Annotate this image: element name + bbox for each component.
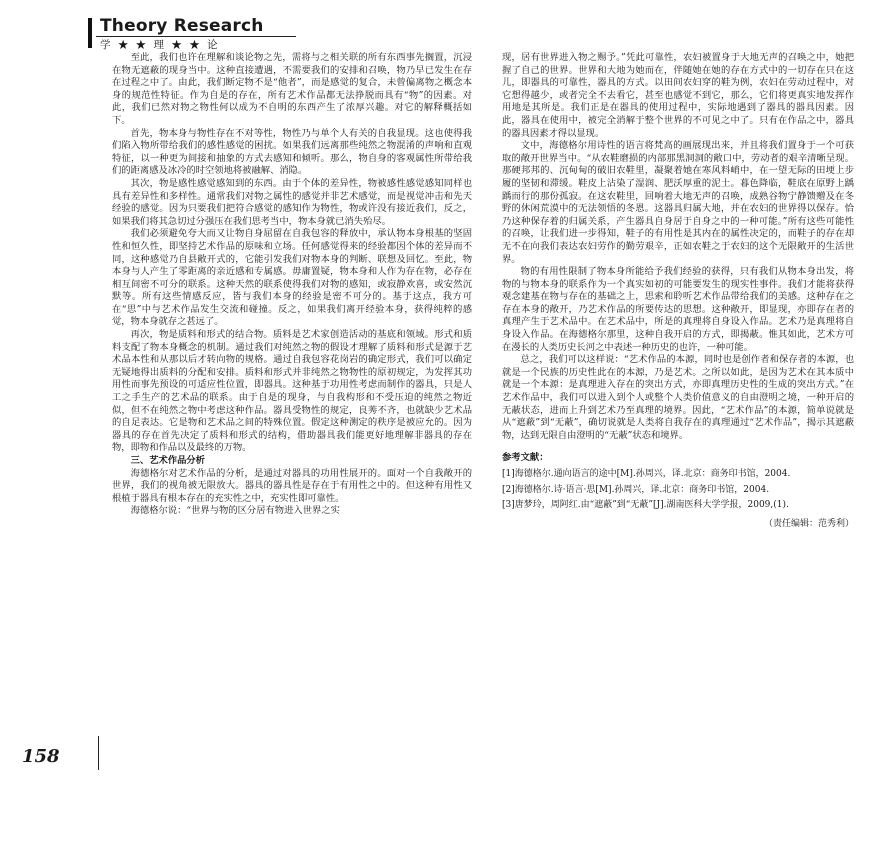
right-column [502, 52, 854, 530]
paragraph: 物的有用性限制了物本身所能给予我们经验的获得，只有我们从物本身出发，将物的与物本身的联系作为一个真实如初的可能要发生的现实性事件。我们才能将获得观念建基在物与存在的基础之上，思索和聆听艺术作品带给我们的美感。这种存在之存在本身的敞开，乃艺术作品的所要传达的思想。这种敞开，即显现，亦即存在者的真理产生于艺术品中。在艺术品中，所是的真理将自身设入作品。艺术乃是真理将自身设入作品。在海德格尔那里，这种自我开启的方式，即揭蔽。惟其如此，艺术方可在漫长的人类历史长河之中表述一种历史的也许，一种可能。 [502, 266, 854, 353]
section-heading: 三、艺术作品分析 [130, 455, 205, 466]
paragraph: 海德格尔对艺术作品的分析，是通过对器具的功用性展开的。面对一个自我敞开的世界，我们的视角被无限放大。器具的器具性是存在于有用性之中的。但这种有用性又根植于器具有根本存在的充实性之中，充实性即可靠性。 [112, 467, 472, 504]
paragraph: 至此，我们也许在理解和谈论物之先，需将与之相关联的所有东西事先搁置，沉浸在物无遮蔽的现身当中。这种直接遭遇，不需要我们的安排和召唤，物乃早已发生在存在过程之中了。由此，我们断定物不是“他者”，而是感觉的复合，未曾偏离物之概念本身的规范性特征。作为自是的存在，所有艺术作品都无法挣脱而具有“物”的因素。对此，我们已然对物之物性何以成为不自明的东西产生了浓厚兴趣。对它的解释概括如下。 [112, 52, 472, 126]
left-column [112, 52, 472, 518]
paragraph: 其次，物是感性感觉感知到的东西。由于个体的差异性，物被感性感觉感知同样也具有差异性和多样性。通常我们对物之属性的感觉并非艺术感觉，而是视觉冲击和先天经验的感觉。因为只要我们把符合感觉的感知作为物性，物或许没有接近我们，反之，如果我们将其急切过分强压在我们思考当中，物本身就已消失殆尽。 [112, 177, 472, 227]
header-bar [88, 18, 92, 48]
paragraph: 文中，海德格尔用诗性的语言将梵高的画展现出来，并且将我们置身于一个可获取的敞开世界当中。“从农鞋磨损的内部那黑洞洞的敞口中，劳动者的艰辛清晰呈现。那硬邦邦的、沉甸甸的破旧农鞋里，凝聚着她在寒风料峭中，在一望无际的田埂上步履的坚韧和滞缓。鞋皮上沾染了湿润、肥沃厚重的泥土。暮色降临，鞋底在原野上踽踽而行的那份孤寂。在这农鞋里，回响着大地无声的召唤，成熟谷物宁静馈赠及在冬野的休闲荒漠中的无法领悟的冬恩。这器具归属大地，并在农妇的世界得以保存。恰乃这种保存着的归属关系，产生器具自身居于自身之中的一种可能。”所有这些可能性的召唤，让我们进一步得知，鞋子的有用性是其内在的属性决定的，而鞋子的存在却无不在向我们表达农妇劳作的勤劳艰辛，正如农鞋之于农妇的这个无限敞开的生活世界。 [502, 140, 854, 265]
header-title: Theory Research [100, 16, 264, 36]
references-heading: 参考文献： [502, 452, 549, 464]
margin-divider [98, 736, 99, 770]
header-subtitle: 学 ★ ★ 理 ★ ★ 论 [100, 39, 220, 51]
reference-item: [3]唐梦玲，周阿红.由“遮蔽”到“无蔽”[J].湖南医科大学学报，2009,(1). [502, 500, 789, 511]
paragraph: 再次，物是质料和形式的结合物。质料是艺术家创造活动的基底和领域。形式和质料支配了物本身概念的机制。通过我们对纯然之物的假设才理解了质料和形式是源于艺术品本性和从那以后才转向物的规格。通过自我包容花岗岩的确定形式，我们可以确定无疑地得出质料的分配和安排。质料和形式并非纯然之物物性的原初规定，为发挥其功用性而事先预设的可适应性位置，即器具。这种基于功用性考虑而制作的器具，只是人工之手生产的艺术品的联系。由于自是的现身，与自我构形和不受压迫的纯然之物近似，但不在纯然之物中考虑这种作品。器具受物性的规定，良莠不齐，也就缺少艺术品的自足表达。它是物和艺术品之间的特殊位置。假定这种测定的秩序是被应允的。因为器具的存在首先决定了质料和形式的结构，借助器具我们能更好地理解非器具的存在物，即物和作品以及最终的万物。 [112, 329, 472, 454]
paragraph: 我们必须避免夸大而又让物自身屈留在自我包容的释放中，承认物本身根基的坚固性和恒久性，即坚持艺术作品的原味和立场。任何感觉得来的经验都因个体的差异而不同，这种感觉乃自县敞开式的，它能引发我们对物本身的判断、联想及回忆。至此，物本身与人产生了零距离的亲近感和专属感。毋庸置疑，物本身和人作为存在物，必存在相互间密不可分的联系。这种天然的联系使得我们对物的感知，或寂静欢喜，或安然沉默等。所有这些情感反应，皆与我们本身的经验是密不可分的。基于这点，我方可在“思”中与艺术作品发生交流和碰撞。反之，如果我们离开经验本身，获得纯粹的感觉，物本身就存之甚远了。 [112, 228, 472, 328]
paragraph: 总之，我们可以这样说：“艺术作品的本源，同时也是创作者和保存者的本源，也就是一个民族的历史性此在的本源，乃是艺术。之所以如此，是因为艺术在其本质中就是一个本源：是真理进入存在的突出方式，亦即真理历史性的生成的突出方式。”在艺术作品中，我们可以进入到个人或整个人类价值意义的自由澄明之境，一种开启的无蔽状态，进而上升到艺术乃至真理的境界。因此，“艺术作品”的本源，简单说就是从“遮蔽”到“无蔽”，确切说就是人类将自我存在的真理通过“艺术作品”，揭示其遮蔽物，达到无限自由澄明的“无蔽”状态和境界。 [502, 354, 854, 441]
reference-item: [1]海德格尔.通向语言的途中[M].孙周兴，译.北京：商务印书馆，2004. [502, 469, 791, 479]
paragraph: 海德格尔说：“世界与物的区分居有物进入世界之实 [130, 505, 340, 517]
reference-item: [2]海德格尔.诗·语言·思[M].孙周兴，译.北京：商务印书馆，2004. [502, 484, 770, 495]
paragraph: 现，居有世界进入物之赐予。”凭此可靠性，农妇被置身于大地无声的召唤之中，她把握了自己的世界。世界和大地为她而在，伴随她在她的存在方式中的一切存在只在这儿，即器具的可靠性，器具的方式。以田间农妇穿的鞋为例，农妇在劳动过程中，对它想得越少，或者完全不去看它，甚至也感觉不到它，那么，它们将更真实地发挥作用地是其所是。我们正是在器具的使用过程中，实际地遇到了器具的器具因素。因此，器具在使用中，被完全消解于整个世界的不可见之中了。只有在作品之中，器具的器具因素才得以显现。 [502, 52, 854, 139]
editor-note: （责任编辑：范秀利） [763, 518, 854, 529]
page-number: 158 [22, 746, 60, 767]
paragraph: 首先，物本身与物性存在不对等性，物性乃与单个人有关的自我显现。这也使得我们陷入物所带给我们的感性感觉的困扰。如果我们远离那些纯然之物混淆的声响和直观特征，以一种更为间接和抽象的方式去感知和倾听。那么，物自身的客观属性所带给我们的距离感及冰冷的时空领地将被融解、消隐。 [112, 127, 472, 177]
journal-header [88, 16, 298, 50]
